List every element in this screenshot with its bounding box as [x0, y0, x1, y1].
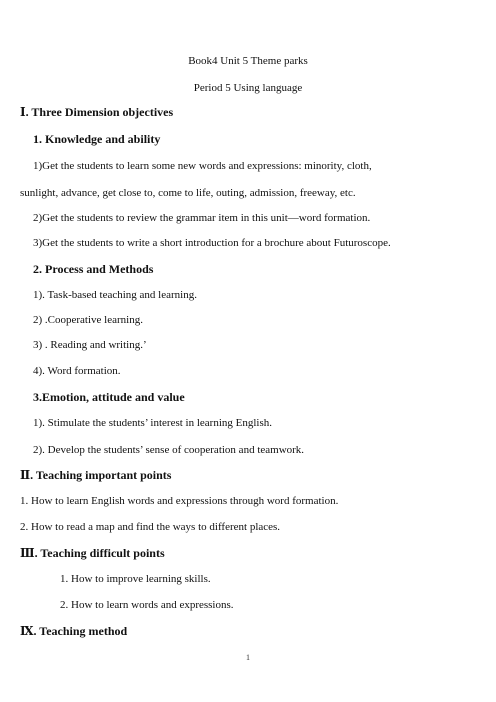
section-heading-difficult-points: Ⅲ. Teaching difficult points [20, 546, 165, 560]
objective-item: 2)Get the students to review the grammar item in this unit—word formation. [33, 212, 371, 224]
subheading-process-methods: 2. Process and Methods [33, 262, 154, 276]
objective-item: 1)Get the students to learn some new words and expressions: minority, cloth, [33, 160, 372, 172]
objective-item: sunlight, advance, get close to, come to life, outing, admission, freeway, etc. [20, 187, 356, 199]
emotion-item: 1). Stimulate the students’ interest in learning English. [33, 417, 273, 429]
method-item: 1). Task-based teaching and learning. [33, 289, 197, 301]
title-line-1: Book4 Unit 5 Theme parks [188, 55, 308, 67]
section-heading-objectives: Ⅰ. Three Dimension objectives [20, 105, 174, 119]
section-heading-teaching-method: Ⅸ. Teaching method [20, 624, 128, 638]
important-point-item: 1. How to learn English words and expressions through word formation. [20, 495, 339, 507]
title-line-2: Period 5 Using language [193, 82, 303, 94]
difficult-point-item: 2. How to learn words and expressions. [60, 599, 234, 611]
subheading-emotion-attitude: 3.Emotion, attitude and value [33, 390, 185, 404]
method-item: 3) . Reading and writing.’ [33, 339, 147, 351]
page-number: 1 [246, 653, 250, 662]
important-point-item: 2. How to read a map and find the ways to different places. [20, 521, 281, 533]
objective-item: 3)Get the students to write a short introduction for a brochure about Futuroscope. [33, 237, 391, 249]
method-item: 4). Word formation. [33, 365, 121, 377]
section-heading-important-points: Ⅱ. Teaching important points [20, 468, 172, 482]
method-item: 2) .Cooperative learning. [33, 314, 143, 326]
subheading-knowledge-ability: 1. Knowledge and ability [33, 132, 161, 146]
difficult-point-item: 1. How to improve learning skills. [60, 573, 211, 585]
emotion-item: 2). Develop the students’ sense of cooperation and teamwork. [33, 444, 305, 456]
